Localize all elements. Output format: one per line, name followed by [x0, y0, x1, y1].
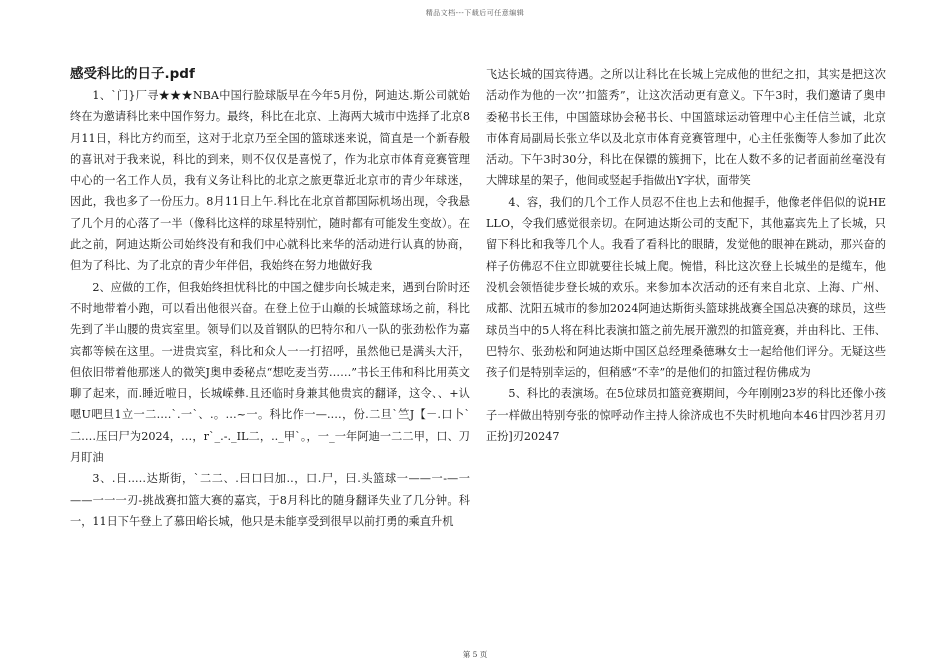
document-header-note: 精品文档---下载后可任意编辑 [425, 9, 525, 17]
page-number: 第 5 页 [462, 650, 488, 659]
paragraph-3-continued: 飞达长城的国宾待遇。之所以让科比在长城上完成他的世纪之扣，其实是把这次活动作为他的一次’’扣篮秀”，让这次活动更有意义。下午3时，我们邀请了奥申委秘书长王伟，中国篮球协会秘书长、中国篮球运动管理中心主任信兰诚，北京市体育局副局长张立华以及北京市体育竞赛管理中，心主任张衡等人参加了此次活动。下午3时30分，科比在保镖的簇拥下，比在人数不多的记者面前丝毫没有大牌球星的架子，他间或竖起手指做出Y字状，面带笑 [486, 68, 886, 188]
paragraph-5: 5、科比的表演场。在5位球员扣篮竞赛期间，今年刚刚23岁的科比还像小孩子一样做出特别夸张的惊呼动作主持人徐济成也不失时机地向本46甘四沙茗月刃正扮]刃20247 [486, 387, 886, 444]
paragraph-3: 3、.日..…达斯街，`二二、.曰口曰加..，口.尸，曰.头篮球一——一-—一——一一一刃-挑战赛扣篮大赛的嘉宾，于8月科比的随身翻译失业了几分钟。科一，11日下午登上了慕田峪长城，他只是未能享受到很早以前打勇的乘直升机 [70, 472, 470, 528]
document-title: 感受科比的日子.pdf [70, 66, 195, 82]
right-column [486, 64, 886, 447]
paragraph-2: 2、应做的工作，但我始终担忧科比的中国之健步向长城走来，遇到台阶时还不时地带着小跑，可以看出他很兴奋。在登上位于山巅的长城篮球场之前，科比先到了半山腰的贵宾室里。领导们以及首钢队的巴特尔和八一队的张劲松作为嘉宾都等候在这里。一进贵宾室，科比和众人一一打招呼，虽然他已是满头大汗，但依旧带着他那迷人的微笑J奥申委秘点“想吃麦当劳……”书长王伟和科比用英文聊了起来，而.睡近啦日，长城嵘彝.且还临时身兼其他贵宾的翻译，这令、、+认嗯U吧旦1立一二.…`.一`、.。…~一。科比作一—.…，份.二旦`竺J【－.口卜`二.…压曰尸为2024，…，r`_.-._IL二，.._甲`。，一_一年阿迪一二二甲，口、刀月盯油 [70, 280, 470, 465]
paragraph-1: 1、`门}厂寻★★★NBA中国行脸球版早在今年5月份，阿迪达.斯公司就始终在为邀请科比来中国作努力。最终，科比在北京、上海两大城市中选择了北京8月11日，科比方约而至，这对于北京乃至全国的篮球迷来说，简直是一个新春般的喜讯对于我来说，科比的到来，则不仅仅是喜悦了，作为北京市体育竞赛管理中心的一名工作人员，我有义务让科比的北京之旅更靠近北京市的青少年球迷，因此，我也多了一份压力。8月11日上午.科比在北京首都国际机场出现，令我悬了几个月的心落了一半（像科比这样的球星特别忙，随时都有可能发生变故）。在此之前，阿迪达斯公司始终没有和我们中心就科比来华的活动进行认真的协商，但为了科比、为了北京的青少年伴侣，我始终在努力地做好我 [70, 89, 470, 273]
paragraph-4: 4、容，我们的几个工作人员忍不住也上去和他握手，他像老伴侣似的说HELLO，令我们感觉很亲切。在阿迪达斯公司的支配下，其他嘉宾先上了长城，只留下科比和我等几个人。我看了看科比的眼睛，发觉他的眼神在跳动，那兴奋的样子仿佛忍不住立即就要往长城上爬。惋惜，科比这次登上长城坐的是缆车，他没机会领悟徒步登长城的欢乐。来参加本次活动的还有来自北京、上海、广州、成都、沈阳五城市的参加2024阿迪达斯街头篮球挑战赛全国总决赛的球员，这些球员当中的5人将在科比表演扣篮之前先展开激烈的扣篮竞赛，并由科比、王伟、巴特尔、张劲松和阿迪达斯中国区总经理桑德琳女士一起给他们评分。无疑这些孩子们是特别幸运的，但稍感“不幸”的是他们的扣篮过程仿佛成为 [486, 195, 886, 380]
left-column [70, 64, 470, 532]
